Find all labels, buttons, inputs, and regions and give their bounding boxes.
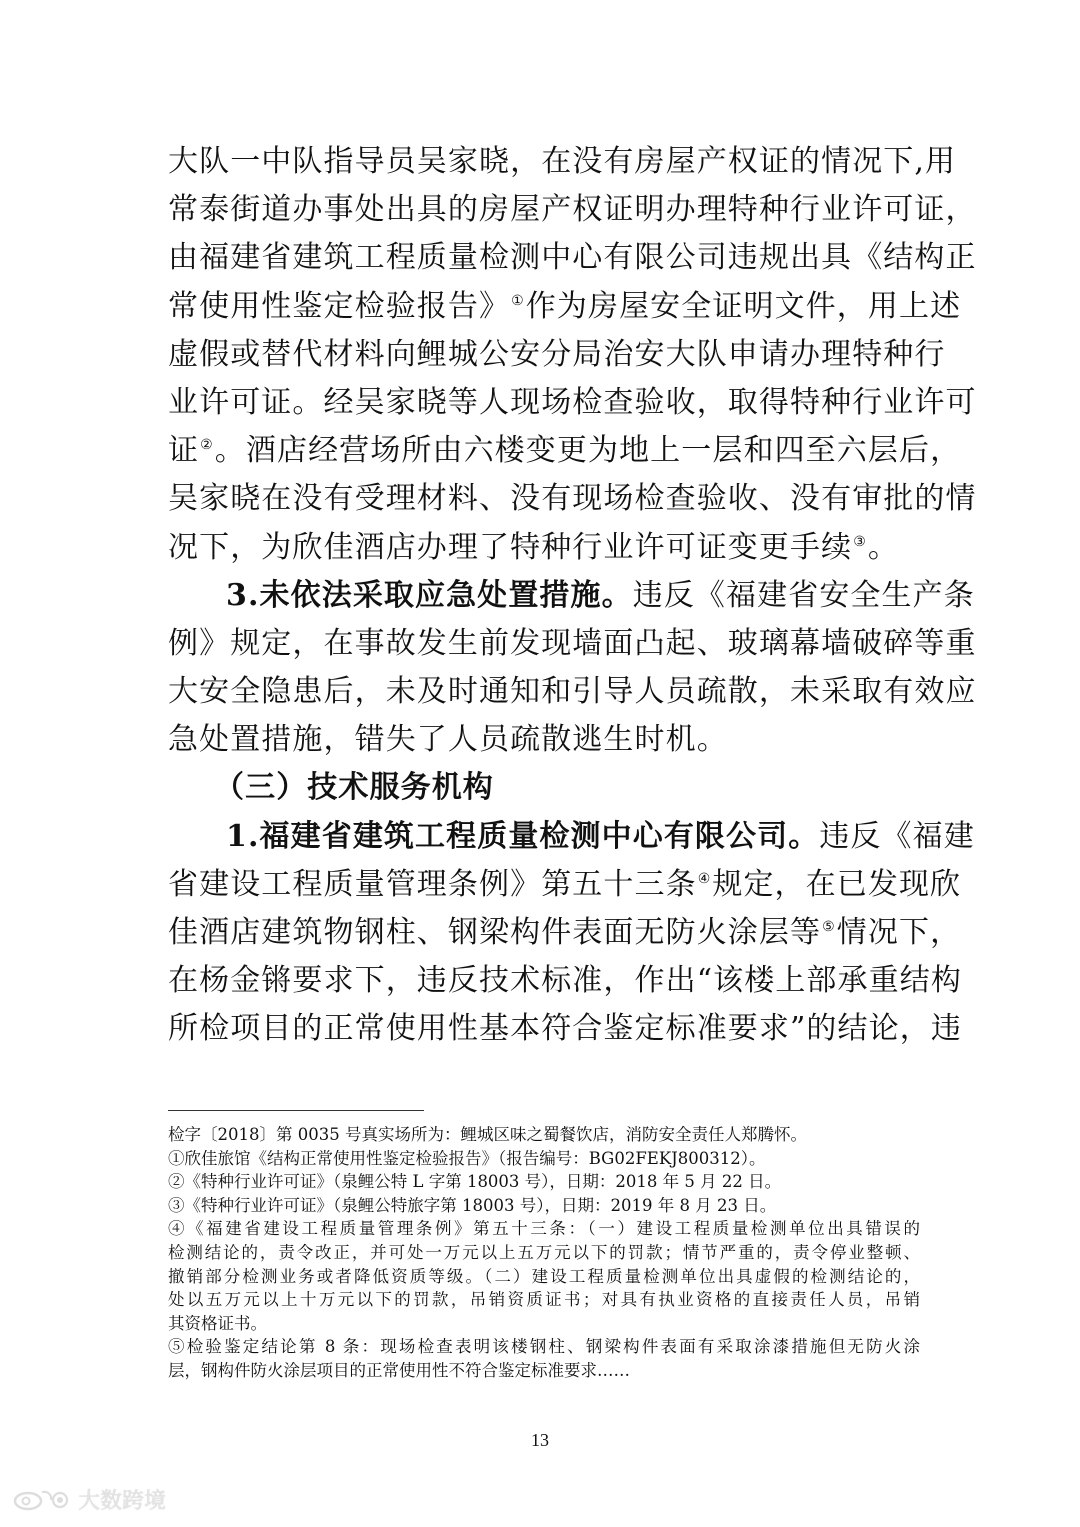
body-text (168, 138, 977, 1054)
line-text: 佳酒店建筑物钢柱、钢梁构件表面无防火涂层等 (168, 915, 822, 950)
footnote-line: ①欣佳旅馆《结构正常使用性鉴定检验报告》（报告编号：BG02FEKJ800312）。 (168, 1148, 766, 1168)
line-text: 由福建省建筑工程质量检测中心有限公司违规出具《结构正 (168, 240, 977, 276)
body-line (168, 331, 946, 379)
footnote-line: 处以五万元以上十万元以下的罚款，吊销资质证书；对具有执业资格的直接责任人员，吊销 (168, 1290, 920, 1310)
footnote-marker[interactable]: ③ (853, 533, 867, 550)
footnote-divider (168, 1110, 424, 1111)
footnote-line: 检字〔2018〕第 0035 号真实场所为：鲤城区味之蜀餐饮店，消防安全责任人郑腾怀。 (168, 1125, 807, 1144)
subheading-text: 3.未依法采取应急处置措施。 (226, 577, 633, 613)
section-heading-text: （三）技术服务机构 (214, 770, 494, 806)
body-line (168, 909, 962, 957)
line-text: 吴家晓在没有受理材料、没有现场检查验收、没有审批的情 (168, 481, 977, 517)
line-text: 情况下， (836, 915, 962, 950)
body-line (168, 668, 977, 716)
line-text: 常使用性鉴定检验报告》 (168, 288, 511, 324)
line-text: 所检项目的正常使用性基本符合鉴定标准要求”的结论，违 (168, 1011, 962, 1047)
body-line (168, 186, 977, 234)
footnote-line: ⑤检验鉴定结论第 8 条：现场检查表明该楼钢柱、钢梁构件表面有采取涂漆措施但无防火涂 (168, 1337, 920, 1357)
line-text: 规定，在已发现欣 (712, 866, 962, 902)
line-text: 证 (168, 433, 200, 469)
page-number: 13 (531, 1430, 549, 1450)
watermark-text: 大数跨境 (78, 1488, 167, 1514)
footnote-line: 撤销部分检测业务或者降低资质等级。（二）建设工程质量检测单位出具虚假的检测结论的， (168, 1266, 920, 1286)
line-text: 在杨金锵要求下，违反技术标准，作出“该楼上部承重结构 (168, 963, 962, 999)
line-text: 急处置措施，错失了人员疏散逃生时机。 (168, 722, 728, 758)
body-line (168, 283, 962, 331)
line-text: 大队一中队指导员吴家晓，在没有房屋产权证的情况下,用 (168, 144, 957, 179)
subheading-text: 1.福建省建筑工程质量检测中心有限公司。 (226, 818, 820, 854)
body-line (168, 427, 962, 475)
footnote-line: ④《福建省建设工程质量管理条例》第五十三条：（一）建设工程质量检测单位出具错误的 (168, 1219, 920, 1239)
body-line (168, 813, 975, 861)
footnote-line: ②《特种行业许可证》（泉鲤公特 L 字第 18003 号），日期：2018 年 5 月 22 日。 (168, 1172, 782, 1192)
footnote-marker[interactable]: ① (511, 292, 525, 309)
footnote-marker[interactable]: ② (200, 437, 214, 454)
line-text: 业许可证。经吴家晓等人现场检查验收，取得特种行业许可 (168, 384, 977, 420)
line-text: 虚假或替代材料向鲤城公安分局治安大队申请办理特种行 (168, 336, 946, 372)
weibo-logo-icon (12, 1486, 72, 1512)
footnote-line: 检测结论的，责令改正，并可处一万元以上五万元以下的罚款；情节严重的，责令停业整顿、 (168, 1242, 920, 1262)
section-heading (168, 764, 928, 812)
line-text: 作为房屋安全证明文件，用上述 (525, 288, 962, 324)
body-line (168, 620, 977, 668)
line-text: 大安全隐患后，未及时通知和引导人员疏散，未采取有效应 (168, 674, 977, 710)
watermark (12, 1484, 166, 1514)
footnote-line: ③《特种行业许可证》（泉鲤公特旅字第 18003 号），日期：2019 年 8 月 23 日。 (168, 1195, 777, 1215)
body-line (168, 234, 977, 282)
footnote-marker[interactable]: ⑤ (822, 919, 836, 935)
line-text: 省建设工程质量管理条例》第五十三条 (168, 866, 697, 902)
body-line (168, 138, 957, 186)
body-line (168, 572, 975, 620)
footnote-line: 其资格证书。 (168, 1313, 267, 1333)
line-text: 。 (867, 529, 899, 565)
body-line (168, 475, 977, 523)
body-line (168, 524, 928, 572)
footnote-line: 层，钢构件防火涂层项目的正常使用性不符合鉴定标准要求…… (168, 1360, 630, 1380)
body-line (168, 1005, 962, 1053)
line-text: 例》规定，在事故发生前发现墙面凸起、玻璃幕墙破碎等重 (168, 625, 977, 661)
line-text: 况下，为欣佳酒店办理了特种行业许可证变更手续 (168, 529, 853, 565)
line-text: 违反《福建省安全生产条 (632, 577, 975, 613)
line-text: 。酒店经营场所由六楼变更为地上一层和四至六层后， (214, 433, 962, 469)
footnote-marker[interactable]: ④ (697, 870, 712, 887)
line-text: 常泰街道办事处出具的房屋产权证明办理特种行业许可证， (168, 192, 977, 228)
line-text: 违反《福建 (819, 818, 975, 854)
body-line (168, 957, 962, 1005)
body-line (168, 716, 928, 764)
body-line (168, 379, 977, 427)
footnotes (168, 1123, 920, 1383)
body-line (168, 861, 962, 909)
